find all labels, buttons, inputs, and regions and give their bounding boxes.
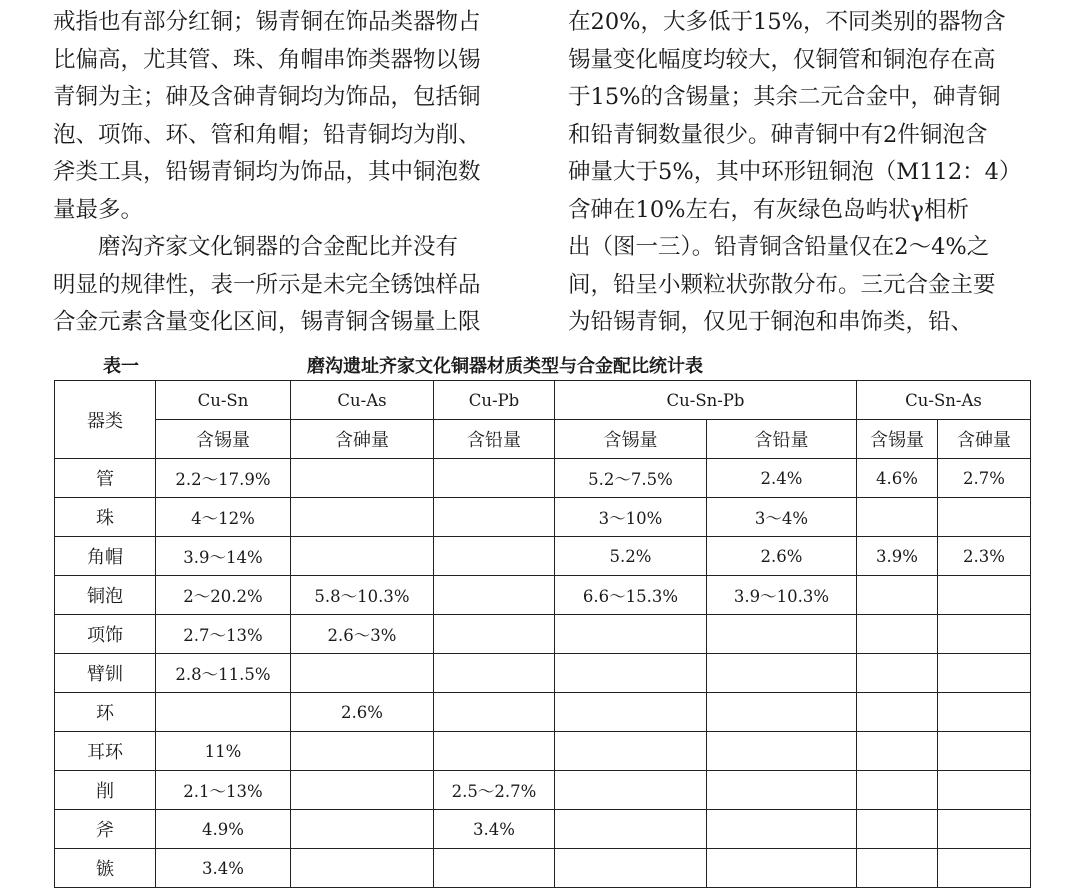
subheader: 含砷量: [938, 420, 1031, 459]
table-cell: 2.5～2.7%: [434, 771, 555, 810]
group-header: Cu-Sn-As: [857, 381, 1031, 420]
table-cell: [707, 732, 857, 771]
subheader: 含铅量: [434, 420, 555, 459]
table-cell: 5.2～7.5%: [555, 459, 707, 498]
text-line: 和铅青铜数量很少。砷青铜中有2件铜泡含: [568, 121, 988, 148]
row-category: 臂钏: [55, 654, 156, 693]
table-cell: [291, 849, 434, 888]
text-line: 含砷在10%左右，有灰绿色岛屿状γ相析: [568, 196, 969, 223]
table-cell: 3.9～10.3%: [707, 576, 857, 615]
table-cell: 4.6%: [857, 459, 938, 498]
table-caption: [0, 350, 1085, 378]
table-cell: 2.7～13%: [156, 615, 291, 654]
table-cell: [857, 498, 938, 537]
subheader: 含锡量: [555, 420, 707, 459]
group-header: Cu-Pb: [434, 381, 555, 420]
table-cell: 2～20.2%: [156, 576, 291, 615]
text-line: 出（图一三）。铅青铜含铅量仅在2～4%之: [568, 234, 990, 260]
table-cell: 6.6～15.3%: [555, 576, 707, 615]
table-cell: 11%: [156, 732, 291, 771]
table-cell: [434, 693, 555, 732]
table-cell: 3.4%: [156, 849, 291, 888]
table-cell: [938, 615, 1031, 654]
table-cell: [857, 849, 938, 888]
table-cell: [291, 459, 434, 498]
table-cell: 3～4%: [707, 498, 857, 537]
table-cell: [938, 732, 1031, 771]
table-cell: [555, 615, 707, 654]
table-cell: 4.9%: [156, 810, 291, 849]
table-cell: 2.7%: [938, 459, 1031, 498]
table-cell: 3～10%: [555, 498, 707, 537]
text-line: 合金元素含量变化区间，锡青铜含锡量上限: [53, 309, 481, 335]
text-line: 戒指也有部分红铜；锡青铜在饰品类器物占: [53, 9, 481, 35]
table-cell: [555, 771, 707, 810]
table-row: [55, 459, 1031, 498]
row-category: 削: [55, 771, 156, 810]
row-category: 环: [55, 693, 156, 732]
text-line: 于15%的含锡量；其余二元合金中，砷青铜: [568, 84, 1001, 110]
table-cell: 2.1～13%: [156, 771, 291, 810]
table-cell: [555, 732, 707, 771]
table-cell: [857, 693, 938, 732]
table-cell: [938, 849, 1031, 888]
table-cell: 5.8～10.3%: [291, 576, 434, 615]
table-cell: 3.9%: [857, 537, 938, 576]
row-category: 项饰: [55, 615, 156, 654]
table-cell: [707, 615, 857, 654]
table-cell: [857, 810, 938, 849]
group-header: Cu-As: [291, 381, 434, 420]
table-cell: [707, 654, 857, 693]
text-line: 锡量变化幅度均较大，仅铜管和铜泡存在高: [568, 46, 996, 73]
group-header: Cu-Sn: [156, 381, 291, 420]
category-header: 器类: [55, 381, 156, 459]
table-cell: [938, 693, 1031, 732]
table-cell: [434, 849, 555, 888]
table-cell: [555, 693, 707, 732]
table-cell: [434, 654, 555, 693]
row-category: 耳环: [55, 732, 156, 771]
table-cell: 2.6～3%: [291, 615, 434, 654]
table-cell: [291, 732, 434, 771]
table-row: [55, 537, 1031, 576]
table-cell: [434, 459, 555, 498]
table-cell: [434, 537, 555, 576]
table-cell: 5.2%: [555, 537, 707, 576]
table-cell: [156, 693, 291, 732]
table-cell: [707, 693, 857, 732]
text-line: 间，铅呈小颗粒状弥散分布。三元合金主要: [568, 271, 996, 298]
table-cell: [291, 537, 434, 576]
row-category: 管: [55, 459, 156, 498]
table-row: [55, 849, 1031, 888]
table-row: [55, 654, 1031, 693]
table-cell: [434, 615, 555, 654]
text-line: 青铜为主；砷及含砷青铜均为饰品，包括铜: [53, 84, 481, 110]
table-title: 磨沟遗址齐家文化铜器材质类型与合金配比统计表: [307, 356, 703, 377]
row-category: 铜泡: [55, 576, 156, 615]
text-line: 明显的规律性，表一所示是未完全锈蚀样品: [53, 271, 481, 298]
row-category: 镞: [55, 849, 156, 888]
table-label: 表一: [103, 356, 139, 377]
table-row: [55, 576, 1031, 615]
table-body: [55, 459, 1031, 888]
table-cell: [707, 810, 857, 849]
table-cell: 3.4%: [434, 810, 555, 849]
table-cell: [938, 810, 1031, 849]
table-cell: [938, 498, 1031, 537]
table-cell: 3.9～14%: [156, 537, 291, 576]
table-cell: [291, 771, 434, 810]
text-line: 在20%，大多低于15%，不同类别的器物含: [568, 9, 1006, 35]
table-cell: [938, 654, 1031, 693]
table-cell: 2.8～11.5%: [156, 654, 291, 693]
table-row: [55, 615, 1031, 654]
subheader: 含锡量: [857, 420, 938, 459]
text-line: 砷量大于5%，其中环形钮铜泡（M112：4）: [568, 159, 1022, 185]
table-cell: [434, 576, 555, 615]
table-cell: [291, 810, 434, 849]
table-cell: [857, 615, 938, 654]
table-cell: [291, 498, 434, 537]
subheader: 含锡量: [156, 420, 291, 459]
table-cell: [857, 732, 938, 771]
table-cell: [857, 771, 938, 810]
table-cell: 4～12%: [156, 498, 291, 537]
table-cell: [707, 771, 857, 810]
text-line: 比偏高，尤其管、珠、角帽串饰类器物以锡: [53, 46, 481, 73]
table-cell: [555, 849, 707, 888]
table-cell: 2.4%: [707, 459, 857, 498]
table-subheader-row: [55, 420, 1031, 459]
table-cell: [555, 654, 707, 693]
subheader: 含铅量: [707, 420, 857, 459]
table-row: [55, 732, 1031, 771]
table-cell: [938, 576, 1031, 615]
table-cell: [857, 654, 938, 693]
table-row: [55, 810, 1031, 849]
table-row: [55, 693, 1031, 732]
text-line: 量最多。: [53, 196, 144, 223]
table-row: [55, 771, 1031, 810]
table-row: [55, 498, 1031, 537]
left-text-column: [53, 4, 523, 342]
row-category: 珠: [55, 498, 156, 537]
table-cell: [857, 576, 938, 615]
alloy-ratio-table: [54, 380, 1031, 888]
row-category: 斧: [55, 810, 156, 849]
table-cell: [707, 849, 857, 888]
text-line: 磨沟齐家文化铜器的合金配比并没有: [53, 234, 459, 260]
table-cell: [434, 498, 555, 537]
group-header: Cu-Sn-Pb: [555, 381, 857, 420]
table-cell: [434, 732, 555, 771]
subheader: 含砷量: [291, 420, 434, 459]
text-line: 斧类工具，铅锡青铜均为饰品，其中铜泡数: [53, 159, 481, 185]
table-cell: 2.2～17.9%: [156, 459, 291, 498]
right-text-column: [568, 4, 1038, 342]
table-cell: 2.6%: [707, 537, 857, 576]
table-cell: [291, 654, 434, 693]
text-line: 为铅锡青铜，仅见于铜泡和串饰类，铅、: [568, 309, 974, 335]
table-cell: 2.6%: [291, 693, 434, 732]
table-cell: 2.3%: [938, 537, 1031, 576]
row-category: 角帽: [55, 537, 156, 576]
table-cell: [938, 771, 1031, 810]
table-header-row: [55, 381, 1031, 420]
table-cell: [555, 810, 707, 849]
text-line: 泡、项饰、环、管和角帽；铅青铜均为削、: [53, 121, 481, 148]
